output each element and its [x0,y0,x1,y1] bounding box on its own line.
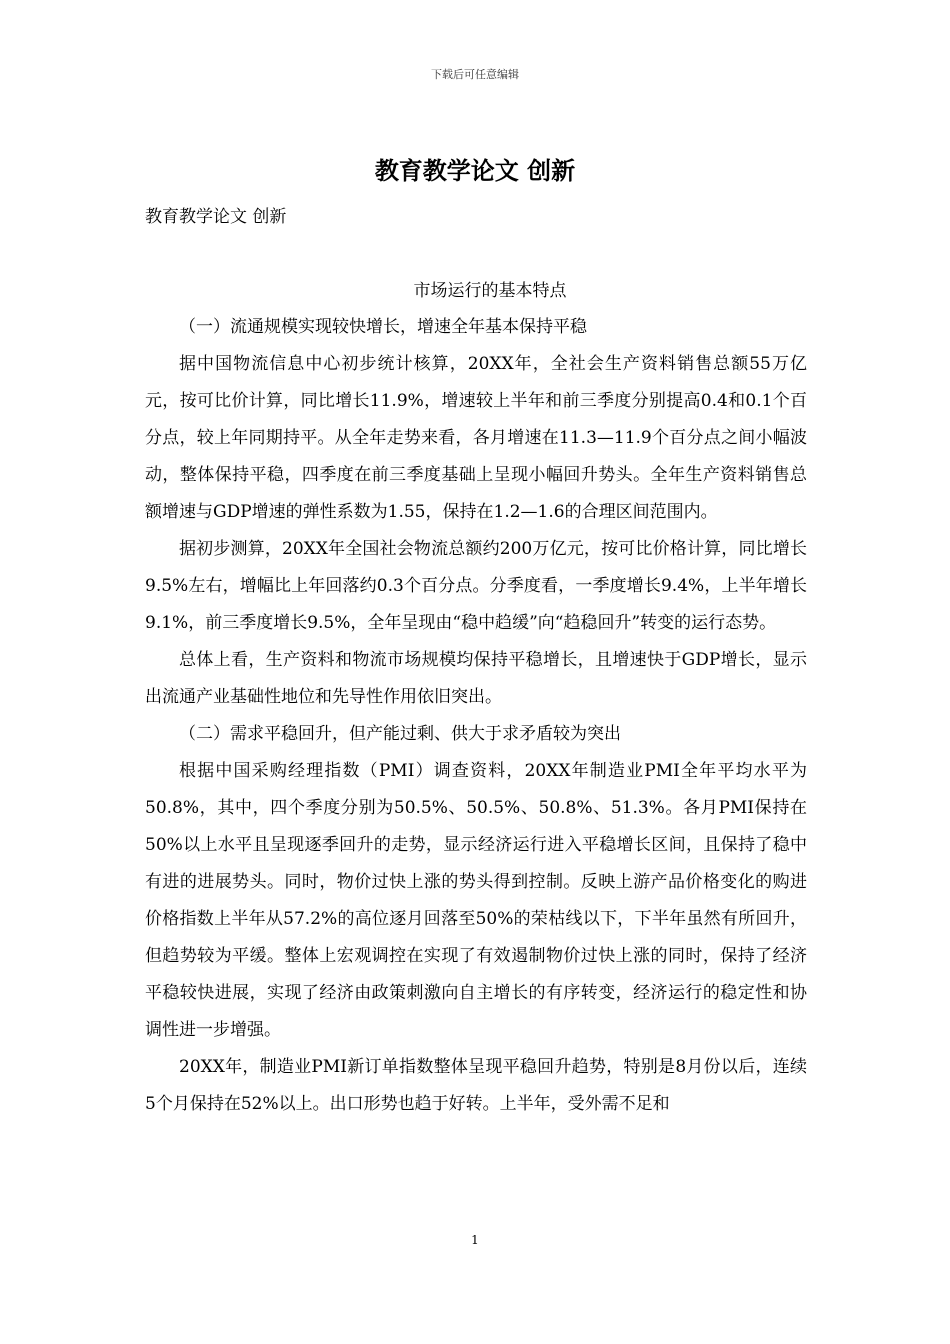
document-subtitle: 教育教学论文 创新 [145,207,287,227]
paragraph: 据初步测算，20XX年全国社会物流总额约200万亿元，按可比价格计算，同比增长9.5%左右，增幅比上年回落约0.3个百分点。分季度看，一季度增长9.4%，上半年增长9.1%，前三季度增长9.5%，全年呈现由“稳中趋缓”向“趋稳回升”转变的运行态势。 [145,539,807,633]
document-title: 教育教学论文 创新 [374,156,576,185]
sub-heading-2: （二）需求平稳回升，但产能过剩、供大于求矛盾较为突出 [179,724,621,744]
page-header-note: 下载后可任意编辑 [431,68,519,81]
section-heading: 市场运行的基本特点 [413,281,567,301]
page-number: 1 [471,1233,479,1247]
paragraph: 总体上看，生产资料和物流市场规模均保持平稳增长，且增速快于GDP增长，显示出流通产业基础性地位和先导性作用依旧突出。 [145,650,807,707]
paragraph: 20XX年，制造业PMI新订单指数整体呈现平稳回升趋势，特别是8月份以后，连续5个月保持在52%以上。出口形势也趋于好转。上半年，受外需不足和 [145,1057,807,1114]
document-body [145,309,807,1123]
paragraph: 据中国物流信息中心初步统计核算，20XX年，全社会生产资料销售总额55万亿元，按可比价计算，同比增长11.9%，增速较上半年和前三季度分别提高0.4和0.1个百分点，较上年同期持平。从全年走势来看，各月增速在11.3—11.9个百分点之间小幅波动，整体保持平稳，四季度在前三季度基础上呈现小幅回升势头。全年生产资料销售总额增速与GDP增速的弹性系数为1.55，保持在1.2—1.6的合理区间范围内。 [145,354,807,522]
sub-heading-1: （一）流通规模实现较快增长，增速全年基本保持平稳 [179,317,587,337]
paragraph: 根据中国采购经理指数（PMI）调查资料，20XX年制造业PMI全年平均水平为50.8%，其中，四个季度分别为50.5%、50.5%、50.8%、51.3%。各月PMI保持在50%以上水平且呈现逐季回升的走势，显示经济运行进入平稳增长区间，且保持了稳中有进的进展势头。同时，物价过快上涨的势头得到控制。反映上游产品价格变化的购进价格指数上半年从57.2%的高位逐月回落至50%的荣枯线以下，下半年虽然有所回升，但趋势较为平缓。整体上宏观调控在实现了有效遏制物价过快上涨的同时，保持了经济平稳较快进展，实现了经济由政策刺激向自主增长的有序转变，经济运行的稳定性和协调性进一步增强。 [145,761,807,1040]
